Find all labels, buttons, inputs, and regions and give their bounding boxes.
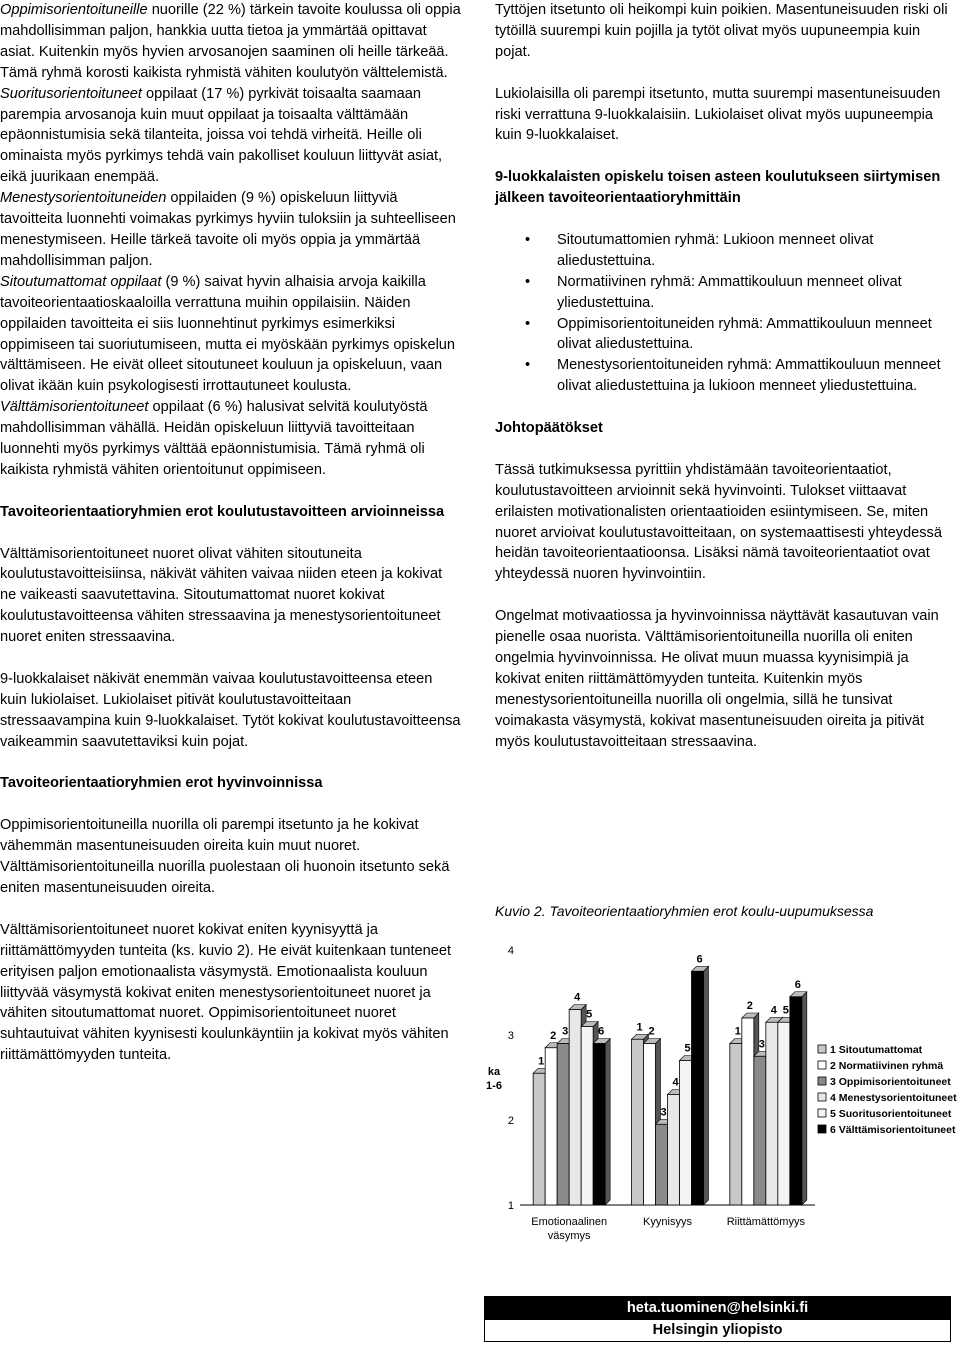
- bar: [692, 971, 704, 1205]
- legend-swatch: [818, 1077, 826, 1085]
- text-run: nuorille (22 %) tärkein tavoite koulussa oli oppia mahdollisimman paljon, hankkia uutta tietoa ja ymmärtää opittavat asiat. Kuitenkin myös hyvien arvosanojen saaminen oli heille tärkeää. Tämä ryhmä korosti kaikista ryhmistä vähiten koulutyön välttelemistä.: [0, 2, 461, 81]
- footer-email[interactable]: heta.tuominen@helsinki.fi: [484, 1296, 951, 1320]
- legend-swatch: [818, 1109, 826, 1117]
- bar-data-label: 2: [746, 1000, 753, 1012]
- y-tick-label: 3: [507, 1030, 514, 1042]
- bar-data-label: 2: [648, 1025, 655, 1038]
- bullet-list: [495, 230, 950, 397]
- footer: [484, 1296, 951, 1342]
- paragraph: Lukiolaisilla oli parempi itsetunto, mutta suurempi masentuneisuuden riski verrattuna 9-luokkalaisiin. Lukiolaiset olivat myös uupuneempia kuin 9-luokkalaiset.: [495, 85, 941, 144]
- bar-data-label: 4: [574, 991, 581, 1004]
- paragraph: [0, 188, 462, 272]
- bar: [742, 1018, 754, 1205]
- bullet-item: • Menestysorientoituneiden ryhmä: Ammattikouluun menneet olivat aliedustettuina ja lukioon menneet yliedustettuina.: [557, 355, 950, 397]
- paragraph: 9-luokkalaiset näkivät enemmän vaivaa koulutustavoitteensa eteen kuin lukiolaiset. Lukiolaiset pitivät koulutustavoitteitaan stressaavampina kuin 9-luokkalaiset. Tytöt kokivat koulutustavoitteensa vaikeammin saavutettaviksi kuin pojat.: [0, 670, 461, 750]
- legend-label: 5 Suoritusorientoituneet: [830, 1108, 952, 1120]
- left-column: [0, 0, 462, 1066]
- emphasis-text: Oppimisorientoituneille: [0, 2, 148, 18]
- section-heading: Tavoiteorientaatioryhmien erot hyvinvoinnissa: [0, 775, 323, 792]
- bullet-item: • Normatiivinen ryhmä: Ammattikouluun menneet olivat yliedustettuina.: [557, 272, 950, 314]
- legend-label: 2 Normatiivinen ryhmä: [830, 1060, 944, 1072]
- paragraph: Välttämisorientoituneet nuoret olivat vähiten sitoutuneita koulutustavoitteisiinsa, näkivät vähiten vaivaa niiden eteen ja kokivat ne vaikeasti saavutettavina. Sitoutumattomat nuoret kokivat koulutustavoitteensa vähiten stressaavina ja menestysorientoituneet nuoret eniten stressaavina.: [0, 545, 443, 646]
- paragraph: Tässä tutkimuksessa pyrittiin yhdistämään tavoiteorientaatiot, koulutustavoitteen arvioinnit sekä hyvinvointi. Tulokset viittaavat erilaisten motivationalisten orientaatioiden esiintymiseen. Se, miten nuoret arvioivat koulutustavoitteitaan, on systemaattisesti yhteydessä heidän tavoiteorientaatioonsa. Lisäksi nämä tavoiteorientaatiot ovat yhteydessä nuoren hyvinvointiin.: [495, 461, 942, 583]
- legend-swatch: [818, 1125, 826, 1133]
- footer-university: Helsingin yliopisto: [484, 1320, 951, 1342]
- text-run: oppilaat (6 %) halusivat selvitä koulutyöstä mahdollisimman vähällä. Heidän opiskeluun liittyviä tavoitteitaan luonnehti myös pyrkimys välttää epäonnistumisia. Tämä ryhmä oli kaikista ryhmistä vähiten orientoitunut oppimiseen.: [0, 399, 428, 478]
- bar-data-label: 4: [770, 1004, 777, 1017]
- bar-data-label: 1: [538, 1055, 545, 1068]
- y-axis-label: 1-6: [486, 1080, 502, 1092]
- paragraph: Välttämisorientoituneet nuoret kokivat eniten kyynisyyttä ja riittämättömyyden tunteita (ks. kuvio 2). He eivät kuitenkaan tunteneet erityisen paljon emotionaalista väsymystä. Emotionaalista kouluun liittyvää väsymystä kokivat eniten menestysorientoituneet nuoret ja vähiten sitoutumattomat nuoret. Oppimisorientoituneet nuoret suhtautuivat vähiten kyynisesti koulunkäyntiin ja kokivat myös vähiten riittämättömyyden tunteita.: [0, 921, 452, 1064]
- y-tick-label: 2: [507, 1115, 514, 1127]
- paragraph: [0, 84, 462, 189]
- bar: [668, 1095, 680, 1206]
- bar: [632, 1039, 644, 1205]
- legend-swatch: [818, 1045, 826, 1053]
- bar: [680, 1061, 692, 1206]
- bar: [557, 1044, 569, 1206]
- bar: [778, 1022, 790, 1205]
- bar: [593, 1044, 605, 1206]
- y-tick-label: 1: [507, 1200, 514, 1212]
- x-tick-label: Emotionaalinen: [531, 1216, 608, 1228]
- legend-label: 4 Menestysorientoituneet: [830, 1092, 957, 1104]
- section-heading: Johtopäätökset: [495, 420, 603, 437]
- bar: [644, 1044, 656, 1206]
- bar-data-label: 3: [562, 1025, 569, 1038]
- bar: [569, 1010, 581, 1206]
- bar: [754, 1056, 766, 1205]
- section-heading: Tavoiteorientaatioryhmien erot koulutustavoitteen arvioinneissa: [0, 503, 445, 520]
- x-tick-label: Kyynisyys: [643, 1216, 692, 1228]
- paragraph: [0, 397, 462, 481]
- paragraph: Oppimisorientoituneilla nuorilla oli parempi itsetunto ja he kokivat vähemmän masentuneisuuden oireita kuin muut nuoret. Välttämisorientoituneilla nuorilla puolestaan oli huonoin itsetunto sekä eniten masentuneisuuden oireita.: [0, 817, 450, 896]
- y-tick-label: 4: [507, 945, 514, 957]
- legend-label: 1 Sitoutumattomat: [830, 1044, 923, 1056]
- bar-side: [605, 1039, 610, 1206]
- section-heading: 9-luokkalaisten opiskelu toisen asteen koulutukseen siirtymisen jälkeen tavoiteorientaatioryhmittäin: [495, 169, 941, 207]
- legend-label: 3 Oppimisorientoituneet: [830, 1076, 951, 1088]
- text-run: oppilaat (17 %) pyrkivät toisaalta saamaan parempia arvosanoja kuin muut oppilaat ja toisaalta välttämään epäonnistumisia sekä tilanteita, joissa voi tehdä virheitä. Heille oli ominaista myös pyrkimys tehdä vain pakolliset kouluun liittyvät asiat, eikä juurikaan enempää.: [0, 85, 443, 186]
- bar-data-label: 5: [586, 1008, 593, 1021]
- bar-side: [704, 966, 709, 1205]
- paragraph: Ongelmat motivaatiossa ja hyvinvoinnissa näyttävät kasautuvan vain pienelle osaa nuorista. Välttämisorientoituneilla nuorilla oli eniten ongelmia hyvinvoinnissa. He olivat muun muassa kyynisimpiä ja kokivat eniten riittämättömyyden tunteita. Kuitenkin myös menestysorientoituneilla nuorilla oli ongelmia, sillä he tunsivat voimakasta väsymystä, kokivat masentuneisuuden oireita ja pitivät myös koulutustavoitteitaan stressaavina.: [495, 608, 939, 750]
- bar: [545, 1048, 557, 1205]
- x-tick-label: Riittämättömyys: [726, 1216, 805, 1228]
- bar-data-label: 3: [758, 1038, 765, 1051]
- emphasis-text: Menestysorientoituneiden: [0, 190, 167, 207]
- bar-data-label: 5: [782, 1004, 789, 1017]
- bar-data-label: 1: [734, 1025, 741, 1038]
- legend-swatch: [818, 1061, 826, 1069]
- x-tick-label: väsymys: [547, 1230, 591, 1242]
- emphasis-text: Suoritusorientoituneet: [0, 85, 142, 102]
- bar: [656, 1124, 668, 1205]
- figure-caption: Kuvio 2. Tavoiteorientaatioryhmien erot koulu-uupumuksessa: [495, 903, 874, 919]
- emphasis-text: Välttämisorientoituneet: [0, 399, 149, 416]
- text-run: oppilaiden (9 %) opiskeluun liittyviä tavoitteita luonnehti voimakas pyrkimys hyviin tuloksiin ja suhteelliseen menestymiseen. Heille tärkeä tavoite oli myös oppia ja ymmärtää mahdollisimman paljon.: [0, 190, 456, 269]
- right-column: [495, 0, 950, 753]
- bar: [766, 1022, 778, 1205]
- bar-chart: [470, 935, 960, 1265]
- legend-label: 6 Välttämisorientoituneet: [830, 1124, 956, 1136]
- bar-data-label: 3: [660, 1106, 667, 1119]
- bullet-item: • Sitoutumattomien ryhmä: Lukioon menneet olivat aliedustettuina.: [557, 230, 950, 272]
- text-run: (9 %) saivat hyvin alhaisia arvoja kaikilla tavoiteorientaatioskaaloilla verrattuna muihin oppilaisiin. Näiden oppilaiden tavoitteita ei siis luonnehtinut pyrkimys esimerkiksi oppimiseen tai suoriutumiseen, mutta ei myöskään pyrkimys opiskelun välttämiseen. He eivät olleet sitoutuneet kouluun ja opiskeluun, vaan olivat ikään kuin psykologisesti irrottautuneet koulusta.: [0, 273, 456, 395]
- bar: [790, 997, 802, 1205]
- paragraph: [0, 0, 462, 84]
- bar: [533, 1073, 545, 1205]
- bar-data-label: 1: [636, 1021, 643, 1034]
- paragraph: [0, 272, 462, 397]
- bar-data-label: 6: [696, 953, 703, 966]
- legend-swatch: [818, 1093, 826, 1101]
- bar-data-label: 2: [550, 1029, 557, 1042]
- bar: [730, 1044, 742, 1206]
- bullet-item: • Oppimisorientoituneiden ryhmä: Ammattikouluun menneet olivat aliedustettuina.: [557, 314, 950, 356]
- bar-side: [802, 992, 807, 1205]
- bar-data-label: 6: [794, 978, 801, 991]
- y-axis-label: ka: [487, 1066, 501, 1078]
- paragraph: Tyttöjen itsetunto oli heikompi kuin poikien. Masentuneisuuden riski oli tytöillä suurempi kuin pojilla ja tytöt olivat myös uupuneempia kuin pojat.: [495, 2, 948, 60]
- emphasis-text: Sitoutumattomat oppilaat: [0, 273, 162, 290]
- bar-data-label: 6: [598, 1025, 605, 1038]
- bar-data-label: 5: [684, 1042, 691, 1055]
- bar: [581, 1027, 593, 1206]
- bar-data-label: 4: [672, 1076, 679, 1089]
